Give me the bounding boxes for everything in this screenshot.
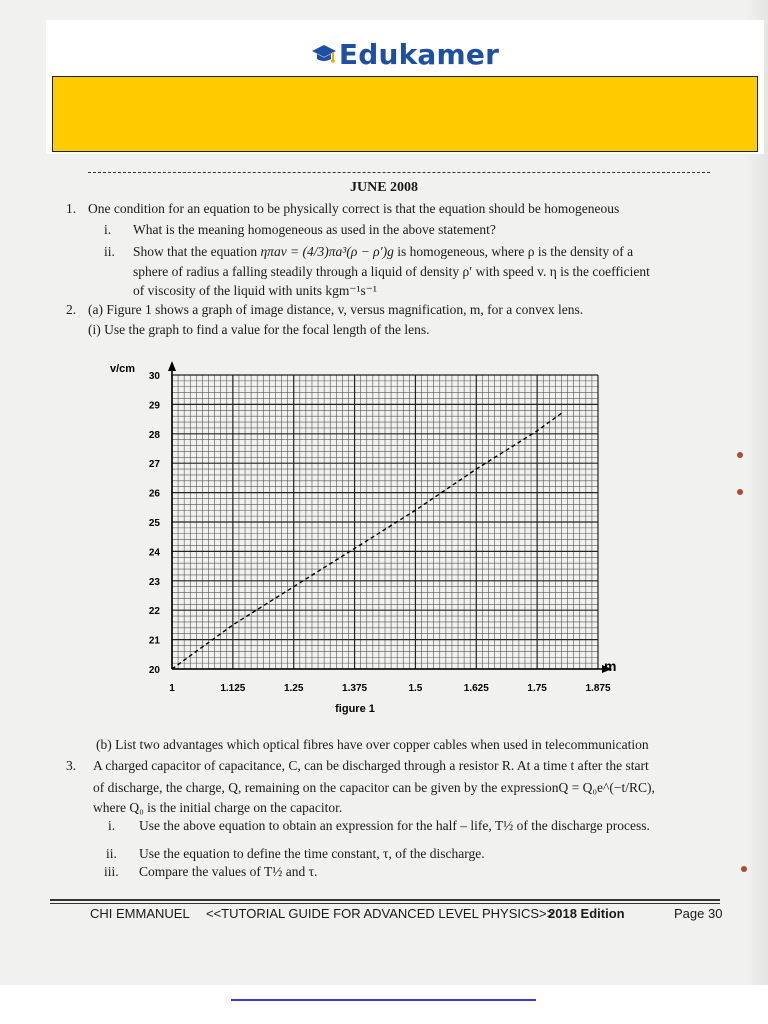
q3i-number: i. bbox=[108, 818, 116, 833]
y-tick-label: 28 bbox=[148, 429, 160, 441]
x-tick-label: 1.875 bbox=[585, 683, 611, 694]
y-tick-labels bbox=[149, 371, 161, 676]
q1ii-text bbox=[133, 244, 633, 260]
y-tick-label: 23 bbox=[148, 576, 160, 588]
y-tick-label: 22 bbox=[148, 606, 160, 618]
top-divider bbox=[88, 172, 710, 173]
figure-caption: figure 1 bbox=[335, 703, 375, 715]
y-tick-label: 26 bbox=[148, 488, 160, 500]
q3-line2: of discharge, the charge, Q, remaining on the capacitor can be given by the expressionQ = Q₀e^(−t/RC), bbox=[93, 780, 655, 795]
chart-svg bbox=[100, 360, 660, 720]
x-tick-label: 1.625 bbox=[463, 683, 489, 694]
q2b-text: (b) List two advantages which optical fibres have over copper cables when used in telecommunication bbox=[96, 737, 649, 752]
q3-number: 3. bbox=[66, 758, 77, 773]
q1ii-post: is homogeneous, where ρ is the density of a bbox=[393, 244, 634, 259]
bottom-link-underline[interactable] bbox=[231, 999, 536, 1001]
q3i-text: Use the above equation to obtain an expression for the half – life, T½ of the discharge process. bbox=[139, 818, 650, 833]
footer-rule-inner bbox=[50, 903, 720, 904]
y-axis-arrow-icon bbox=[168, 361, 176, 371]
footer-rule-top bbox=[50, 899, 720, 901]
scan-speck bbox=[741, 866, 747, 872]
x-tick-label: 1.375 bbox=[342, 683, 368, 694]
y-tick-label: 30 bbox=[148, 371, 160, 382]
x-tick-label: 1.125 bbox=[220, 683, 246, 694]
q3ii-number: ii. bbox=[106, 846, 117, 861]
y-tick-label: 24 bbox=[148, 547, 160, 559]
logo-text-edu: Edu bbox=[338, 38, 399, 71]
q1-text: One condition for an equation to be physically correct is that the equation should be homogeneous bbox=[88, 201, 620, 216]
figure-1-chart bbox=[100, 360, 660, 720]
x-tick-label: 1.25 bbox=[283, 683, 304, 694]
q1ii-number: ii. bbox=[104, 244, 115, 259]
x-tick-label: 1.5 bbox=[408, 683, 423, 694]
header-panel bbox=[46, 20, 764, 154]
x-tick-labels bbox=[169, 683, 611, 694]
edukamer-logo[interactable] bbox=[46, 38, 764, 73]
footer-page: Page 30 bbox=[674, 906, 723, 921]
scan-speck bbox=[737, 489, 743, 495]
x-tick-label: 1.75 bbox=[527, 683, 547, 694]
q2-number: 2. bbox=[66, 302, 77, 317]
y-tick-label: 21 bbox=[148, 635, 160, 647]
scan-speck bbox=[737, 452, 743, 458]
q1ii-line3: of viscosity of the liquid with units kgm⁻¹s⁻¹ bbox=[133, 283, 377, 298]
logo-text-kamer: kamer bbox=[398, 38, 500, 71]
q3-line1: A charged capacitor of capacitance, C, can be discharged through a resistor R. At a time t after the start bbox=[93, 758, 649, 773]
footer-guide: <<TUTORIAL GUIDE FOR ADVANCED LEVEL PHYSICS>> bbox=[206, 906, 555, 921]
q1ii-line2: sphere of radius a falling steadily through a liquid of density ρ′ with speed v. η is the coefficient bbox=[133, 264, 650, 279]
y-tick-label: 20 bbox=[148, 665, 160, 676]
q1ii-equation: ηπav = (4/3)πa³(ρ − ρ′)g bbox=[260, 244, 394, 259]
q1-number: 1. bbox=[66, 201, 77, 216]
q3iii-text: Compare the values of T½ and τ. bbox=[139, 864, 318, 879]
x-tick-label: 1 bbox=[169, 683, 175, 694]
q1ii-pre: Show that the equation bbox=[133, 244, 261, 259]
y-tick-label: 29 bbox=[148, 400, 160, 412]
y-tick-label: 27 bbox=[148, 459, 160, 471]
footer-author: CHI EMMANUEL bbox=[90, 906, 190, 921]
q1i-number: i. bbox=[104, 222, 112, 237]
q1i-text: What is the meaning homogeneous as used in the above statement? bbox=[133, 222, 496, 237]
graduation-cap-icon bbox=[311, 40, 337, 73]
q3-line3: where Q₀ is the initial charge on the capacitor. bbox=[93, 800, 343, 815]
x-axis-label: m bbox=[604, 658, 617, 674]
y-tick-label: 25 bbox=[148, 518, 160, 529]
exam-title: JUNE 2008 bbox=[349, 180, 419, 195]
chart-axes bbox=[168, 361, 612, 673]
q3ii-text: Use the equation to define the time constant, τ, of the discharge. bbox=[139, 846, 485, 861]
yellow-banner bbox=[52, 76, 758, 152]
q2a-text: (a) Figure 1 shows a graph of image distance, v, versus magnification, m, for a convex lens. bbox=[88, 302, 584, 317]
q3iii-number: iii. bbox=[104, 864, 119, 879]
footer-edition: 2018 Edition bbox=[548, 906, 625, 921]
y-axis-label: v/cm bbox=[110, 363, 136, 375]
q2ai-text: (i) Use the graph to find a value for the focal length of the lens. bbox=[88, 322, 430, 337]
